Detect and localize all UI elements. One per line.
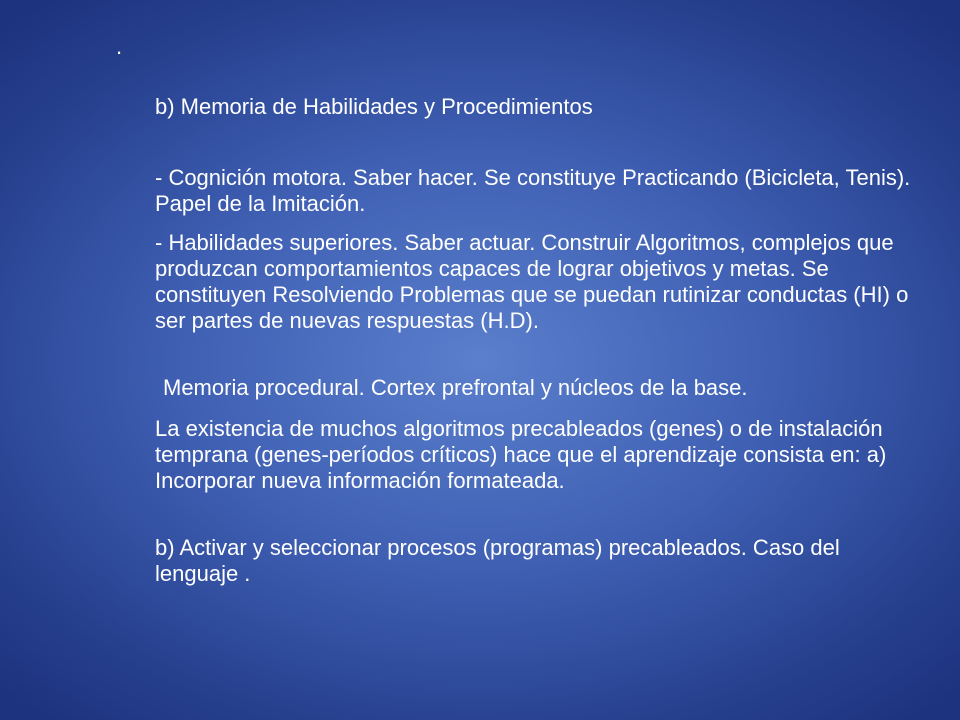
slide-heading: b) Memoria de Habilidades y Procedimientos [155,94,593,119]
paragraph-prewired-algorithms: La existencia de muchos algoritmos precableados (genes) o de instalación temprana (genes-períodos críticos) hace que el aprendizaje consista en: a) Incorporar nueva información formateada. [155,416,887,493]
bullet-marker: . [116,34,123,59]
paragraph-higher-skills: - Habilidades superiores. Saber actuar. Construir Algoritmos, complejos que produzcan comportamientos capaces de lograr objetivos y metas. Se constituyen Resolviendo Problemas que se puedan rutinizar conductas (HI) o ser partes de nuevas respuestas (H.D). [155,230,909,333]
paragraph-procedural-memory: Memoria procedural. Cortex prefrontal y núcleos de la base. [163,375,748,400]
paragraph-motor-cognition: - Cognición motora. Saber hacer. Se constituye Practicando (Bicicleta, Tenis). Papel de la Imitación. [155,165,911,216]
paragraph-activate-processes: b) Activar y seleccionar procesos (programas) precableados. Caso del lenguaje . [155,535,840,586]
